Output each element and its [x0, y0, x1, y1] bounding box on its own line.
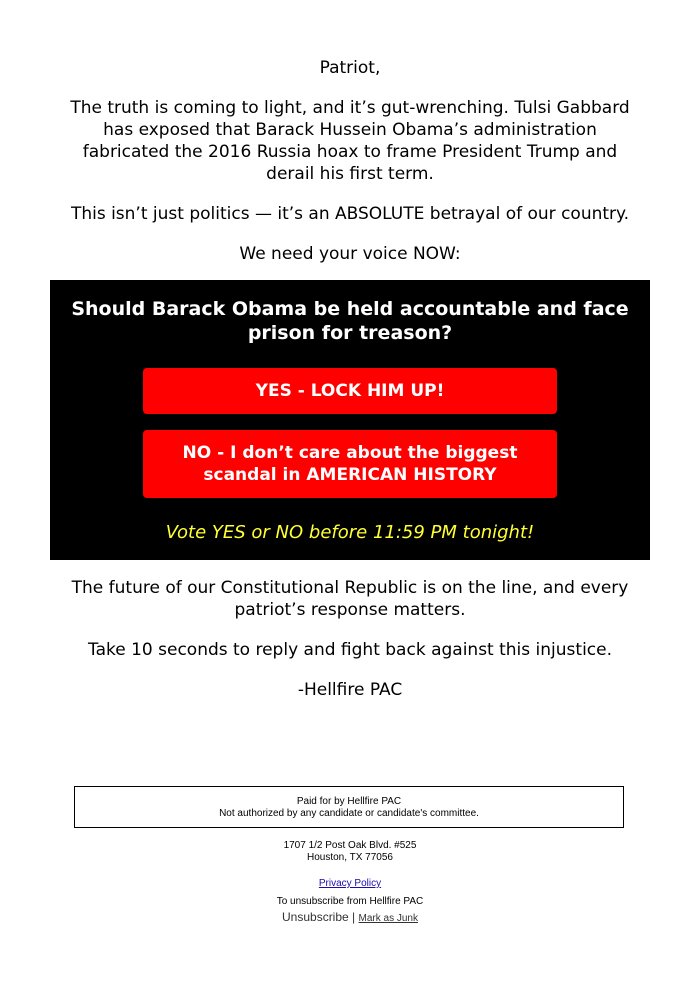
unsubscribe-link[interactable]: Unsubscribe — [282, 910, 349, 924]
paid-for-disclaimer — [74, 786, 624, 828]
unsubscribe-row — [0, 910, 700, 924]
reply-paragraph: Take 10 seconds to reply and fight back against this injustice. — [88, 640, 612, 660]
mark-as-junk-link[interactable]: Mark as Junk — [358, 913, 418, 924]
signature: -Hellfire PAC — [297, 680, 403, 700]
poll-box — [50, 280, 650, 560]
privacy-policy-link[interactable]: Privacy Policy — [318, 878, 382, 889]
republic-paragraph: The future of our Constitutional Republic is on the line, and every patriot’s response matters. — [71, 578, 629, 620]
separator: | — [352, 910, 356, 924]
poll-question: Should Barack Obama be held accountable and face prison for treason? — [71, 298, 629, 344]
vote-yes-button[interactable] — [143, 368, 557, 414]
intro-paragraph: The truth is coming to light, and it’s gut-wrenching. Tulsi Gabbard has exposed that Barack Hussein Obama’s administration fabricated the 2016 Russia hoax to frame President Trump and derail his first term. — [70, 98, 630, 184]
salutation: Patriot, — [319, 58, 381, 78]
not-authorized-text: Not authorized by any candidate or candidate's committee. — [219, 808, 479, 819]
vote-yes-label: YES - LOCK HIM UP! — [255, 381, 445, 401]
poll-deadline: Vote YES or NO before 11:59 PM tonight! — [165, 522, 535, 543]
call-to-action-text: We need your voice NOW: — [239, 244, 461, 264]
betrayal-paragraph: This isn’t just politics — it’s an ABSOLUTE betrayal of our country. — [70, 204, 630, 224]
vote-no-button[interactable] — [143, 430, 557, 498]
vote-no-label: NO - I don’t care about the biggest scandal in AMERICAN HISTORY — [182, 443, 518, 485]
address-line-1: 1707 1/2 Post Oak Blvd. #525 — [283, 840, 417, 851]
address-line-2: Houston, TX 77056 — [307, 852, 393, 863]
privacy-row — [0, 878, 700, 890]
paid-for-text: Paid for by Hellfire PAC — [296, 796, 402, 807]
unsubscribe-from-text: To unsubscribe from Hellfire PAC — [276, 896, 424, 907]
